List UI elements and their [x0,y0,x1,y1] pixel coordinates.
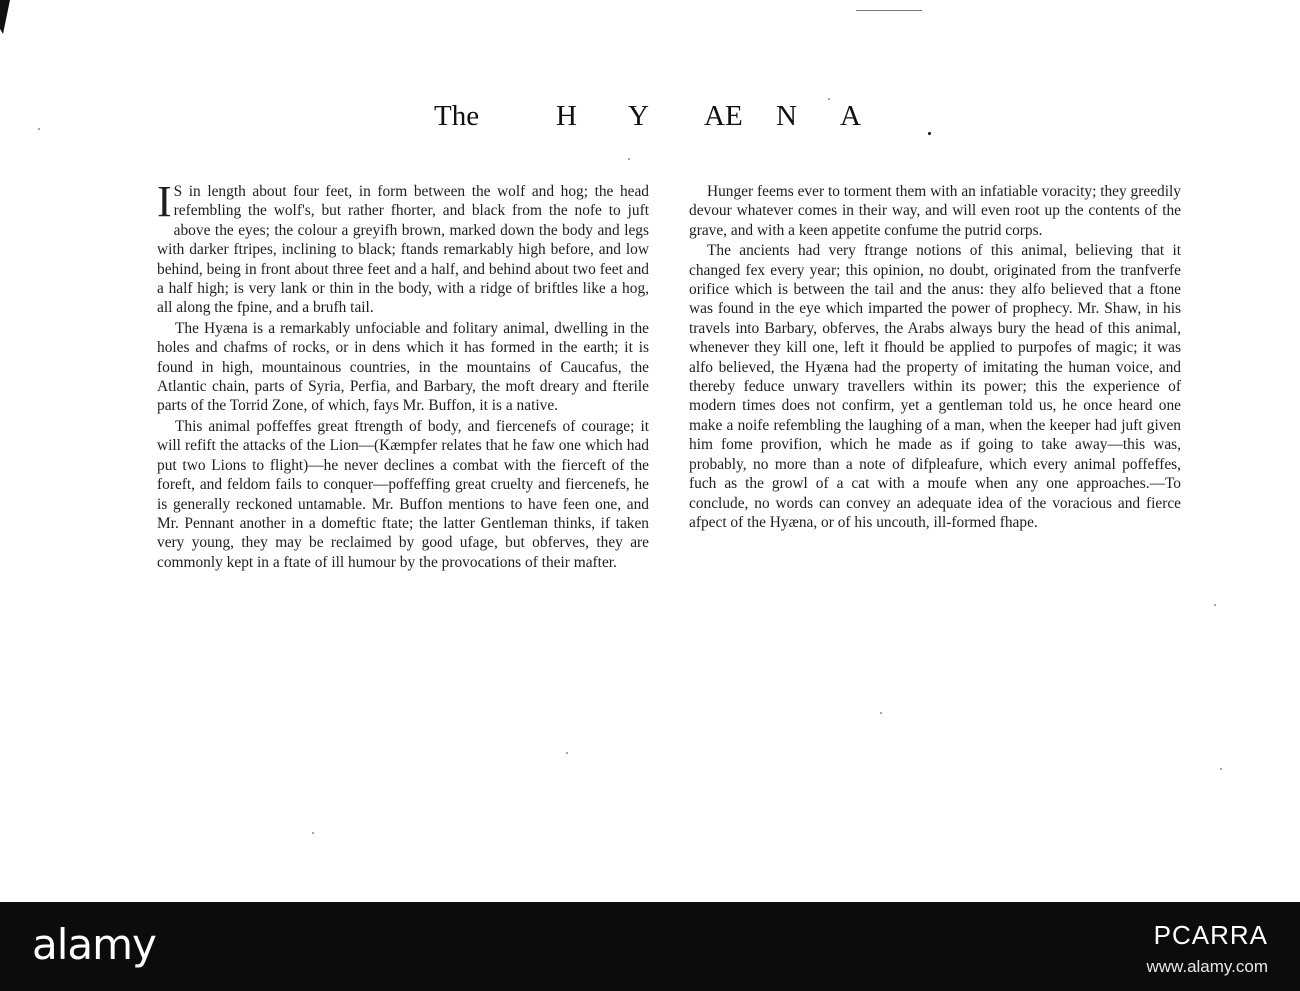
title-letter: Y [628,100,649,132]
left-column [157,177,649,573]
paragraph: The ancients had very ftrange notions of this animal, believing that it changed fex every year; this opinion, no doubt, originated from the tranfverfe orifice which is between the tail and the anus: they alfo believed that a ftone was found in the eye which imparted the power of prophecy. Mr. Shaw, in his travels into Barbary, obferves, the Arabs always bury the head of this animal, whenever they kill one, left it fhould be applied to purpofes of magic; it was alfo believed, the Hyæna had the property of imitating the human voice, and thereby feduce unwary travellers within its power; this the experience of modern times does not confirm, yet a gentleman told us, he once heard one make a noife refembling the laughing of a man, when the keeper had juft given him fome provifion, which he made as if going to take away—this was, probably, no more than a note of difpleafure, which every animal poffeffes, fuch as the growl of a cat with a moufe when any one approaches.—To conclude, no words can convey an adequate idea of the voracious and fierce afpect of the Hyæna, or of his uncouth, ill-formed fhape. [689,242,1181,531]
website-link[interactable]: www.alamy.com [1146,957,1268,976]
ink-speck [38,128,40,130]
corner-ink-mark [0,0,10,34]
watermark-footer [0,902,1300,991]
title-letter: AE [704,100,743,132]
ink-speck [880,712,882,714]
paragraph: This animal poffeffes great ftrength of body, and fiercenefs of courage; it will refift the attacks of the Lion—(Kæmpfer relates that he faw one which had put two Lions to flight)—he never declines a combat with the fierceft of the foreft, and feldom fails to conquer—poffeffing great cruelty and fiercenefs, he is generally reckoned untamable. Mr. Buffon mentions to have feen one, and Mr. Pennant another in a domeftic ftate; the latter Gentleman thinks, if taken very young, they may be reclaimed by good ufage, but obferves, they are commonly kept in a ftate of ill humour by the provocations of their mafter. [157,417,649,571]
title-letter: H [556,100,577,132]
ink-speck [1220,768,1222,770]
title-letters [556,100,866,133]
title-period [928,132,931,135]
paragraph: The Hyæna is a remarkably unfociable and folitary animal, dwelling in the holes and chafms of rocks, or in dens which it has formed in the earth; it is found in high, mountainous countries, in the mountains of Caucafus, the Atlantic chain, parts of Syria, Perfia, and Barbary, the moft dreary and fterile parts of the Torrid Zone, of which, fays Mr. Buffon, it is a native. [157,319,649,415]
image-id: PCARRA [1153,920,1268,950]
paragraph-text: S in length about four feet, in form between the wolf and hog; the head refembling the wolf's, but rather fhorter, and black from the nofe to juft above the eyes; the colour a greyifh brown, marked down the body and legs with darker ftripes, inclining to black; ftands remarkably high before, and low behind, being in front about three feet and a half, and behind about two feet and a half high; is very lank or thin in the body, with a ridge of briftles like a hog, all along the fpine, and a brufh tail. [157,183,649,317]
footer-info [1146,920,1268,977]
ink-speck [628,158,630,160]
paragraph [157,177,649,318]
title-letter: N [776,100,797,132]
drop-cap: I [157,177,172,226]
right-column [689,182,1181,533]
ink-speck [312,832,314,834]
ink-speck [1214,604,1216,606]
brand-logo: alamy [32,920,156,969]
title-letter: A [840,100,861,132]
top-rule [856,10,922,11]
title-article: The [434,100,480,132]
paragraph: Hunger feems ever to torment them with an infatiable voracity; they greedily devour whatever comes in their way, and will even root up the contents of the grave, and with a keen appetite confume the putrid corps. [689,183,1181,239]
page-title [300,100,1000,144]
ink-speck [566,752,568,754]
